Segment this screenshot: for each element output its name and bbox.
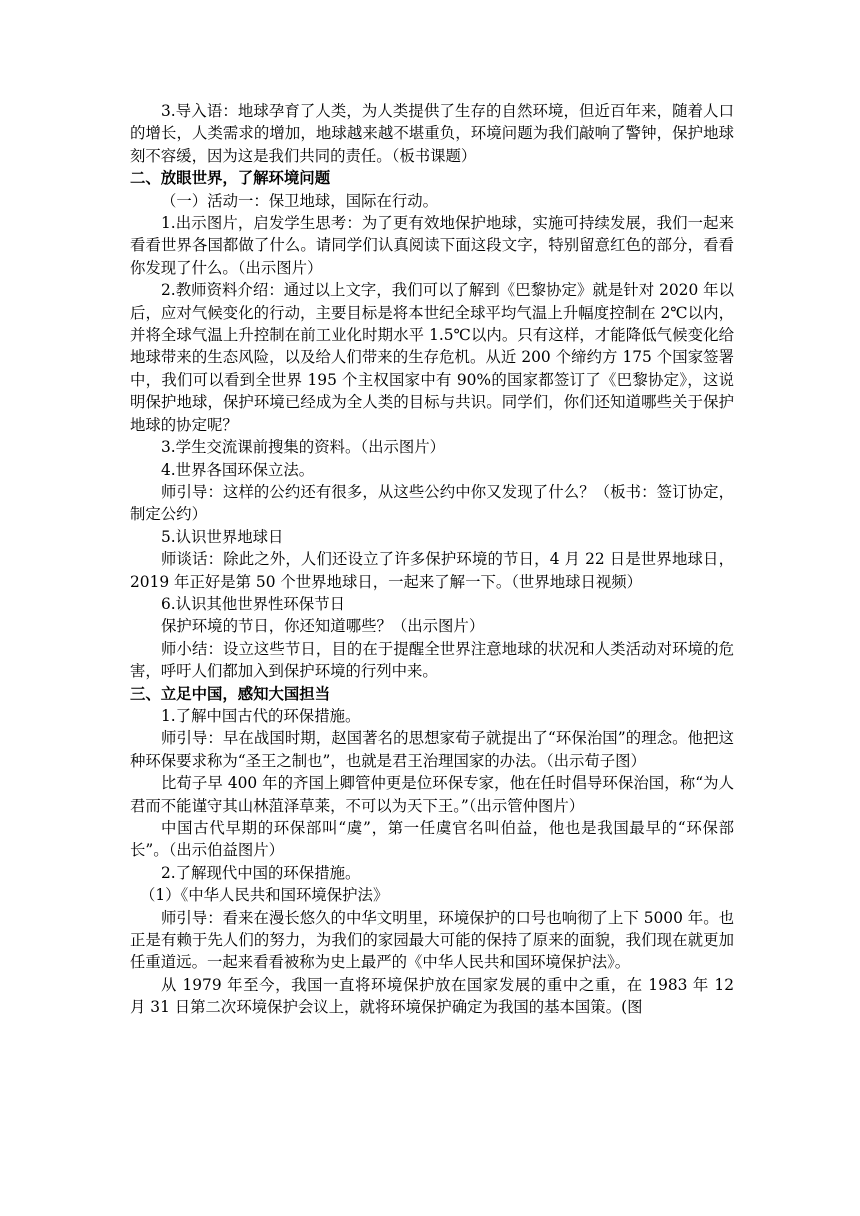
paragraph-other-days-title: 6.认识其他世界性环保节日	[161, 594, 345, 613]
paragraph-intro: 3.导入语：地球孕育了人类，为人类提供了生存的自然环境，但近百年来，随着人口的增长，人类需求的增加，地球越来越不堪重负，环境问题为我们敲响了警钟，保护地球刻不容缓，因为这是我们共同的责任。（板书课题）	[130, 102, 734, 165]
paragraph-policy: 从 1979 年至今，我国一直将环境保护放在国家发展的重中之重，在 1983 年 12 月 31 日第二次环境保护会议上，就将环境保护确定为我国的基本国策。(图	[130, 975, 734, 1017]
paragraph-other-days: 保护环境的节日，你还知道哪些？（出示图片）	[161, 617, 485, 636]
paragraph-earth-day: 师谈话：除此之外，人们还设立了许多保护环境的节日，4 月 22 日是世界地球日，2019 年正好是第 50 个世界地球日，一起来了解一下。（世界地球日视频）	[130, 550, 734, 591]
paragraph-teacher-guide-1: 师引导：这样的公约还有很多，从这些公约中你又发现了什么？（板书：签订协定，制定公约）	[130, 482, 734, 524]
paragraph-paris-agreement: 2.教师资料介绍：通过以上文字，我们可以了解到《巴黎协定》就是针对 2020 年以后，应对气候变化的行动，主要目标是将本世纪全球平均气温上升幅度控制在 2℃以内，并将全球气温上升控制在前工业化时期水平 1.5℃以内。只有这样，才能降低气候变化给地球带来的生态风险，以及给人们带来的生存危机。从近 200 个缔约方 175 个国家签署中，我们可以看到全世界 195 个主权国家中有 90%的国家都签订了《巴黎协定》，这说明保护地球，保护环境已经成为全人类的目标与共识。同学们，你们还知道哪些关于保护地球的协定呢？	[130, 281, 734, 434]
paragraph-ancient-title: 1.了解中国古代的环保措施。	[161, 706, 361, 725]
paragraph-show-picture: 1.出示图片，启发学生思考：为了更有效地保护地球，实施可持续发展，我们一起来看看世界各国都做了什么。请同学们认真阅读下面这段文字，特别留意红色的部分，看看你发现了什么。（出示图片）	[130, 214, 734, 277]
paragraph-earth-day-title: 5.认识世界地球日	[161, 527, 284, 546]
paragraph-law: 师引导：看来在漫长悠久的中华文明里，环境保护的口号也响彻了上下 5000 年。也正是有赖于先人们的努力，为我们的家园最大可能的保持了原来的面貌，我们现在就更加任重道远。一起来看看被称为史上最严的《中华人民共和国环境保护法》。	[130, 908, 734, 972]
paragraph-law-title: （1）《中华人民共和国环境保护法》	[140, 886, 389, 905]
paragraph-guanzhong: 比荀子早 400 年的齐国上卿管仲更是位环保专家，他在任时倡导环保治国，称“为人君而不能谨守其山林菹泽草莱，不可以为天下王。”（出示管仲图片）	[130, 774, 734, 815]
paragraph-summary: 师小结：设立这些节日，目的在于提醒全世界注意地球的状况和人类活动对环境的危害，呼吁人们都加入到保护环境的行列中来。	[130, 639, 734, 681]
paragraph-xunzi: 师引导：早在战国时期，赵国著名的思想家荀子就提出了“环保治国”的理念。他把这种环保要求称为“圣王之制也”，也就是君王治理国家的办法。（出示荀子图）	[130, 729, 734, 770]
document-body	[130, 100, 734, 1019]
paragraph-modern-title: 2.了解现代中国的环保措施。	[161, 863, 361, 882]
paragraph-legislation: 4.世界各国环保立法。	[161, 460, 315, 479]
paragraph-student-exchange: 3.学生交流课前搜集的资料。（出示图片）	[161, 438, 446, 457]
activity-one-title: （一）活动一：保卫地球，国际在行动。	[161, 191, 439, 210]
section-heading-world: 二、放眼世界，了解环境问题	[130, 169, 331, 188]
section-heading-china: 三、立足中国，感知大国担当	[130, 684, 331, 703]
paragraph-boyi: 中国古代早期的环保部叫“虞”，第一任虞官名叫伯益，他也是我国最早的“环保部长”。（出示伯益图片）	[130, 819, 734, 860]
